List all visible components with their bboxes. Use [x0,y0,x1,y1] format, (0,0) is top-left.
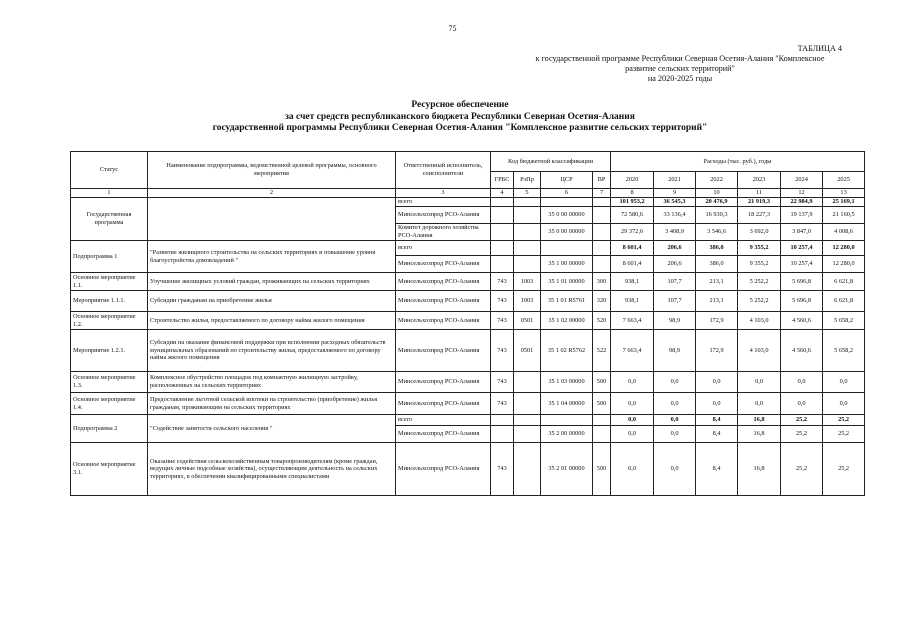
cell-value: 21 919,3 [738,198,781,207]
table-caption [490,44,870,84]
cell-name: Предоставление льготной сельской ипотеки на строительство (приобретение) жилья гражданам, проживающим на сельских территориях [148,393,396,415]
cell-status: Основное мероприятие 1.2. [71,312,148,330]
cell-vr [593,426,611,443]
caption-line: к государственной программе Республики Северная Осетия-Алания "Комплексное [535,54,825,63]
header-rzpr: РзПр [514,172,541,189]
cell-value: 213,1 [696,291,738,312]
header-status: Статус [71,152,148,189]
cell-name: Субсидии на оказание финансовой поддержки при исполнении расходных обязательств муниципальных образований по строительству жилья, предоставляемого по договору найма жилого помещения [148,330,396,372]
cell-name: Оказание содействия сельскохозяйственным товаропроизводителям (кроме граждан, ведущих личные подсобные хозяйства), осуществляющим деятельность на сельских территориях, в обеспечении квалифицированными специалистами [148,443,396,496]
cell-value: 72 580,6 [611,207,654,224]
cell-value: 19 137,9 [781,207,823,224]
cell-value: 5 658,2 [823,312,865,330]
cell-csr: 35 1 01 00000 [541,273,593,291]
cell-executor: Минсельхозпрод РСО-Алания [396,330,491,372]
cell-vr: 320 [593,291,611,312]
document-title [60,100,860,135]
cell-value: 0,0 [823,393,865,415]
cell-vr: 300 [593,273,611,291]
cell-rzpr [514,241,541,256]
cell-csr: 35 1 00 00000 [541,256,593,273]
cell-value: 0,0 [823,372,865,393]
cell-grbs: 743 [491,312,514,330]
cell-value: 4 103,0 [738,312,781,330]
cell-executor: всего [396,198,491,207]
cell-value: 0,0 [611,372,654,393]
cell-grbs: 743 [491,372,514,393]
resource-table [70,151,865,496]
cell-status: Основное мероприятие 3.1. [71,443,148,496]
header-csr: ЦСР [541,172,593,189]
table-row [71,273,865,291]
cell-rzpr [514,198,541,207]
table-row [71,330,865,372]
cell-grbs [491,241,514,256]
table-row [71,198,865,207]
table-row [71,291,865,312]
cell-value: 5 658,2 [823,330,865,372]
cell-value: 25 169,1 [823,198,865,207]
cell-status: Подпрограмма 1 [71,241,148,273]
cell-value: 0,0 [611,393,654,415]
cell-vr [593,241,611,256]
cell-value: 107,7 [654,291,696,312]
cell-value: 6 621,8 [823,291,865,312]
cell-value: 8,4 [696,443,738,496]
header-year: 2025 [823,172,865,189]
cell-grbs: 743 [491,393,514,415]
cell-rzpr [514,443,541,496]
cell-name: "Развитие жилищного строительства на сельских территориях и повышение уровня благоустройства домовладений " [148,241,396,273]
cell-value: 5 696,8 [781,273,823,291]
cell-grbs: 743 [491,443,514,496]
cell-value: 0,0 [654,426,696,443]
cell-value: 7 663,4 [611,330,654,372]
cell-value: 0,0 [654,372,696,393]
cell-value: 938,1 [611,273,654,291]
col-number: 6 [541,189,593,198]
cell-csr: 35 1 03 00000 [541,372,593,393]
cell-grbs: 743 [491,273,514,291]
header-year: 2024 [781,172,823,189]
cell-value: 3 692,0 [738,224,781,241]
cell-csr: 35 1 01 R5761 [541,291,593,312]
cell-value: 18 227,3 [738,207,781,224]
cell-rzpr: 1003 [514,273,541,291]
header-executor: Ответственный исполнитель, соисполнители [396,152,491,189]
cell-value: 4 103,0 [738,330,781,372]
cell-csr: 35 2 00 00000 [541,426,593,443]
col-number: 2 [148,189,396,198]
cell-vr [593,207,611,224]
cell-value: 9 355,2 [738,241,781,256]
cell-value: 0,0 [781,372,823,393]
cell-value: 3 847,0 [781,224,823,241]
cell-value: 98,9 [654,312,696,330]
cell-value: 7 663,4 [611,312,654,330]
page-number: 75 [448,24,457,33]
col-number: 10 [696,189,738,198]
cell-value: 0,0 [738,372,781,393]
cell-executor: Минсельхозпрод РСО-Алания [396,207,491,224]
cell-rzpr [514,393,541,415]
header-grbs: ГРБС [491,172,514,189]
cell-value: 25,2 [781,426,823,443]
cell-grbs [491,415,514,426]
col-number: 8 [611,189,654,198]
cell-status: Основное мероприятие 1.1. [71,273,148,291]
cell-value: 8,4 [696,426,738,443]
cell-value: 25,2 [823,415,865,426]
cell-executor: всего [396,241,491,256]
cell-rzpr [514,207,541,224]
cell-rzpr: 1003 [514,291,541,312]
cell-csr [541,198,593,207]
cell-name: Комплексное обустройство площадок под компактную жилищную застройку, расположенных на сельских территориях [148,372,396,393]
cell-status: Государственная программа [71,198,148,241]
cell-name: Строительство жилья, предоставляемого по договору найма жилого помещения [148,312,396,330]
cell-rzpr [514,256,541,273]
cell-value: 4 560,6 [781,312,823,330]
cell-value: 101 953,2 [611,198,654,207]
cell-value: 20 476,9 [696,198,738,207]
title-line: государственной программы Республики Северная Осетия-Алания "Комплексное развитие сельских территорий" [212,123,708,133]
table-label: ТАБЛИЦА 4 [797,44,842,53]
cell-grbs [491,207,514,224]
cell-value: 386,0 [696,241,738,256]
cell-value: 386,0 [696,256,738,273]
cell-value: 4 560,6 [781,330,823,372]
cell-value: 0,0 [654,443,696,496]
col-number: 5 [514,189,541,198]
cell-rzpr: 0501 [514,312,541,330]
cell-value: 12 280,0 [823,241,865,256]
cell-value: 0,0 [654,415,696,426]
cell-vr: 500 [593,372,611,393]
cell-csr [541,241,593,256]
cell-value: 25,2 [781,443,823,496]
cell-grbs [491,256,514,273]
cell-value: 0,0 [696,393,738,415]
cell-vr [593,224,611,241]
cell-name: "Содействие занятости сельского населения " [148,415,396,443]
cell-vr [593,198,611,207]
cell-value: 25,2 [781,415,823,426]
cell-value: 21 160,5 [823,207,865,224]
cell-value: 5 252,2 [738,273,781,291]
cell-value: 16,8 [738,426,781,443]
cell-value: 9 355,2 [738,256,781,273]
caption-line: на 2020-2025 годы [647,74,713,83]
cell-csr: 35 1 02 R5762 [541,330,593,372]
cell-value: 172,9 [696,312,738,330]
cell-executor: всего [396,415,491,426]
cell-value: 16,8 [738,415,781,426]
cell-executor: Минсельхозпрод РСО-Алания [396,273,491,291]
cell-value: 10 257,4 [781,241,823,256]
cell-value: 25,2 [823,426,865,443]
cell-value: 206,6 [654,241,696,256]
cell-value: 25,2 [823,443,865,496]
col-number: 12 [781,189,823,198]
cell-executor: Минсельхозпрод РСО-Алания [396,443,491,496]
cell-grbs [491,198,514,207]
table-row [71,443,865,496]
cell-csr: 35 1 02 00000 [541,312,593,330]
header-budget-code: Код бюджетной классификации [491,152,611,172]
cell-value: 938,1 [611,291,654,312]
cell-value: 206,6 [654,256,696,273]
header-row [71,152,865,172]
cell-grbs: 743 [491,330,514,372]
header-year: 2020 [611,172,654,189]
cell-name: Улучшение жилищных условий граждан, проживающих на сельских территориях [148,273,396,291]
title-line: за счет средств республиканского бюджета Республики Северная Осетия-Алания [285,111,635,122]
cell-grbs [491,224,514,241]
cell-grbs [491,426,514,443]
header-vr: ВР [593,172,611,189]
cell-rzpr [514,224,541,241]
cell-executor: Минсельхозпрод РСО-Алания [396,312,491,330]
cell-csr [541,415,593,426]
col-number: 4 [491,189,514,198]
cell-value: 3 546,6 [696,224,738,241]
col-number: 1 [71,189,148,198]
header-expenses: Расходы (тыс. руб.), годы [611,152,865,172]
col-number: 7 [593,189,611,198]
cell-value: 3 408,9 [654,224,696,241]
cell-rzpr [514,415,541,426]
cell-vr [593,256,611,273]
cell-value: 5 252,2 [738,291,781,312]
cell-value: 4 008,6 [823,224,865,241]
table-row [71,372,865,393]
cell-csr: 35 2 01 00000 [541,443,593,496]
cell-executor: Комитет дорожного хозяйства РСО-Алания [396,224,491,241]
cell-value: 33 136,4 [654,207,696,224]
cell-value: 36 545,3 [654,198,696,207]
table-row [71,415,865,426]
cell-executor: Минсельхозпрод РСО-Алания [396,426,491,443]
cell-value: 16,8 [738,443,781,496]
cell-rzpr [514,372,541,393]
cell-name [148,198,396,241]
col-number: 11 [738,189,781,198]
cell-value: 0,0 [611,426,654,443]
cell-value: 8 601,4 [611,241,654,256]
table-row [71,241,865,256]
header-year: 2023 [738,172,781,189]
cell-value: 22 984,9 [781,198,823,207]
cell-vr: 522 [593,330,611,372]
cell-csr: 35 0 00 00000 [541,224,593,241]
col-number: 9 [654,189,696,198]
cell-value: 172,9 [696,330,738,372]
cell-executor: Минсельхозпрод РСО-Алания [396,372,491,393]
cell-name: Субсидии гражданам на приобретение жилья [148,291,396,312]
column-number-row [71,189,865,198]
caption-line: развитие сельских территорий" [625,64,735,73]
cell-value: 12 280,0 [823,256,865,273]
cell-value: 213,1 [696,273,738,291]
cell-executor: Минсельхозпрод РСО-Алания [396,256,491,273]
table-row [71,393,865,415]
cell-csr: 35 1 04 00000 [541,393,593,415]
cell-value: 0,0 [611,415,654,426]
cell-grbs: 743 [491,291,514,312]
cell-status: Подпрограмма 2 [71,415,148,443]
cell-status: Мероприятие 1.1.1. [71,291,148,312]
cell-status: Основное мероприятие 1.4. [71,393,148,415]
header-name: Наименование подпрограммы, ведомственной целевой программы, основного мероприятия [148,152,396,189]
cell-rzpr [514,426,541,443]
cell-status: Мероприятие 1.2.1. [71,330,148,372]
cell-rzpr: 0501 [514,330,541,372]
cell-vr [593,415,611,426]
col-number: 13 [823,189,865,198]
cell-value: 8 601,4 [611,256,654,273]
cell-vr: 520 [593,312,611,330]
cell-value: 0,0 [654,393,696,415]
cell-value: 8,4 [696,415,738,426]
cell-executor: Минсельхозпрод РСО-Алания [396,291,491,312]
cell-value: 98,9 [654,330,696,372]
cell-value: 107,7 [654,273,696,291]
cell-vr: 500 [593,443,611,496]
cell-value: 0,0 [611,443,654,496]
cell-value: 6 621,8 [823,273,865,291]
cell-value: 10 257,4 [781,256,823,273]
cell-status: Основное мероприятие 1.3. [71,372,148,393]
header-year: 2021 [654,172,696,189]
header-year: 2022 [696,172,738,189]
cell-executor: Минсельхозпрод РСО-Алания [396,393,491,415]
cell-value: 29 372,6 [611,224,654,241]
title-line: Ресурсное обеспечение [411,100,509,110]
cell-csr: 35 0 00 00000 [541,207,593,224]
col-number: 3 [396,189,491,198]
cell-value: 16 930,3 [696,207,738,224]
cell-value: 0,0 [738,393,781,415]
cell-value: 0,0 [696,372,738,393]
table-row [71,312,865,330]
cell-vr: 500 [593,393,611,415]
cell-value: 5 696,8 [781,291,823,312]
cell-value: 0,0 [781,393,823,415]
